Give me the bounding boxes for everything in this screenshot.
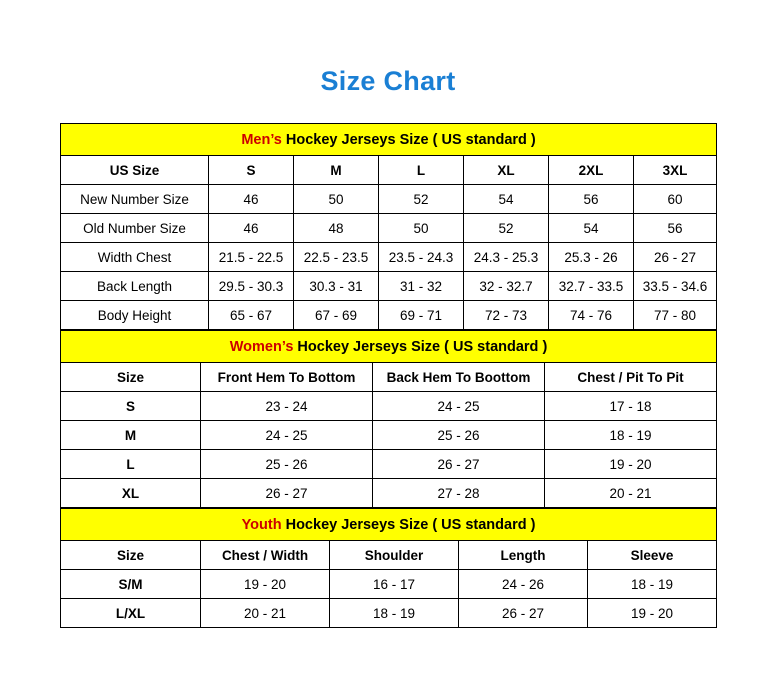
table-cell: 32 - 32.7 [464, 272, 549, 301]
table-row [61, 214, 717, 243]
table-cell: 46 [209, 214, 294, 243]
table-cell: 17 - 18 [545, 392, 717, 421]
table-cell: 26 - 27 [201, 479, 373, 508]
column-header: US Size [61, 156, 209, 185]
youth-size-table [60, 508, 717, 628]
banner-accent-text: Youth [241, 516, 282, 533]
column-header: Back Hem To Boottom [373, 363, 545, 392]
row-label: M [61, 421, 201, 450]
table-row [61, 421, 717, 450]
table-row [61, 570, 717, 599]
column-header: Chest / Width [201, 541, 330, 570]
table-cell: 77 - 80 [634, 301, 717, 330]
table-cell: 27 - 28 [373, 479, 545, 508]
table-cell: 48 [294, 214, 379, 243]
table-cell: 69 - 71 [379, 301, 464, 330]
column-header: Front Hem To Bottom [201, 363, 373, 392]
table-cell: 16 - 17 [330, 570, 459, 599]
table-cell: 60 [634, 185, 717, 214]
youth-banner [61, 509, 717, 541]
row-label: S [61, 392, 201, 421]
table-row [61, 450, 717, 479]
column-header: S [209, 156, 294, 185]
table-cell: 21.5 - 22.5 [209, 243, 294, 272]
banner-rest-text: Hockey Jerseys Size ( US standard ) [281, 131, 536, 148]
table-cell: 65 - 67 [209, 301, 294, 330]
banner-rest-text: Hockey Jerseys Size ( US standard ) [293, 338, 548, 355]
table-cell: 25.3 - 26 [549, 243, 634, 272]
table-cell: 30.3 - 31 [294, 272, 379, 301]
row-label: Width Chest [61, 243, 209, 272]
table-banner-row [61, 124, 717, 156]
table-cell: 26 - 27 [373, 450, 545, 479]
table-cell: 18 - 19 [330, 599, 459, 628]
table-cell: 23.5 - 24.3 [379, 243, 464, 272]
table-header-row [61, 541, 717, 570]
table-cell: 26 - 27 [459, 599, 588, 628]
column-header: M [294, 156, 379, 185]
table-cell: 32.7 - 33.5 [549, 272, 634, 301]
column-header: 3XL [634, 156, 717, 185]
table-header-row [61, 363, 717, 392]
table-cell: 56 [634, 214, 717, 243]
column-header: Size [61, 541, 201, 570]
table-banner-row [61, 331, 717, 363]
table-cell: 18 - 19 [588, 570, 717, 599]
table-cell: 23 - 24 [201, 392, 373, 421]
womens-size-table [60, 330, 717, 508]
table-cell: 20 - 21 [545, 479, 717, 508]
table-cell: 24.3 - 25.3 [464, 243, 549, 272]
table-row [61, 599, 717, 628]
table-header-row [61, 156, 717, 185]
table-cell: 24 - 25 [373, 392, 545, 421]
table-cell: 50 [294, 185, 379, 214]
row-label: L [61, 450, 201, 479]
table-banner-row [61, 509, 717, 541]
row-label: S/M [61, 570, 201, 599]
row-label: Back Length [61, 272, 209, 301]
banner-rest-text: Hockey Jerseys Size ( US standard ) [281, 516, 536, 533]
table-row [61, 479, 717, 508]
table-cell: 19 - 20 [545, 450, 717, 479]
table-cell: 29.5 - 30.3 [209, 272, 294, 301]
table-cell: 24 - 25 [201, 421, 373, 450]
table-cell: 22.5 - 23.5 [294, 243, 379, 272]
womens-banner [61, 331, 717, 363]
column-header: Chest / Pit To Pit [545, 363, 717, 392]
row-label: L/XL [61, 599, 201, 628]
table-row [61, 185, 717, 214]
row-label: New Number Size [61, 185, 209, 214]
table-cell: 54 [549, 214, 634, 243]
table-cell: 52 [464, 214, 549, 243]
table-cell: 50 [379, 214, 464, 243]
table-row [61, 392, 717, 421]
table-row [61, 301, 717, 330]
table-cell: 46 [209, 185, 294, 214]
column-header: XL [464, 156, 549, 185]
table-cell: 31 - 32 [379, 272, 464, 301]
table-cell: 18 - 19 [545, 421, 717, 450]
table-cell: 26 - 27 [634, 243, 717, 272]
table-cell: 19 - 20 [201, 570, 330, 599]
banner-accent-text: Men’s [241, 131, 282, 148]
row-label: Old Number Size [61, 214, 209, 243]
column-header: Sleeve [588, 541, 717, 570]
banner-accent-text: Women’s [229, 338, 294, 355]
column-header: L [379, 156, 464, 185]
row-label: Body Height [61, 301, 209, 330]
table-cell: 67 - 69 [294, 301, 379, 330]
page-title: Size Chart [320, 66, 456, 96]
table-cell: 33.5 - 34.6 [634, 272, 717, 301]
table-row [61, 243, 717, 272]
column-header: Size [61, 363, 201, 392]
size-chart-tables [60, 95, 716, 628]
table-row [61, 272, 717, 301]
table-cell: 24 - 26 [459, 570, 588, 599]
table-cell: 74 - 76 [549, 301, 634, 330]
mens-size-table [60, 123, 717, 330]
table-cell: 19 - 20 [588, 599, 717, 628]
table-cell: 25 - 26 [201, 450, 373, 479]
column-header: Length [459, 541, 588, 570]
mens-banner [61, 124, 717, 156]
table-cell: 72 - 73 [464, 301, 549, 330]
table-cell: 54 [464, 185, 549, 214]
table-cell: 20 - 21 [201, 599, 330, 628]
column-header: 2XL [549, 156, 634, 185]
column-header: Shoulder [330, 541, 459, 570]
row-label: XL [61, 479, 201, 508]
table-cell: 56 [549, 185, 634, 214]
table-cell: 25 - 26 [373, 421, 545, 450]
table-cell: 52 [379, 185, 464, 214]
